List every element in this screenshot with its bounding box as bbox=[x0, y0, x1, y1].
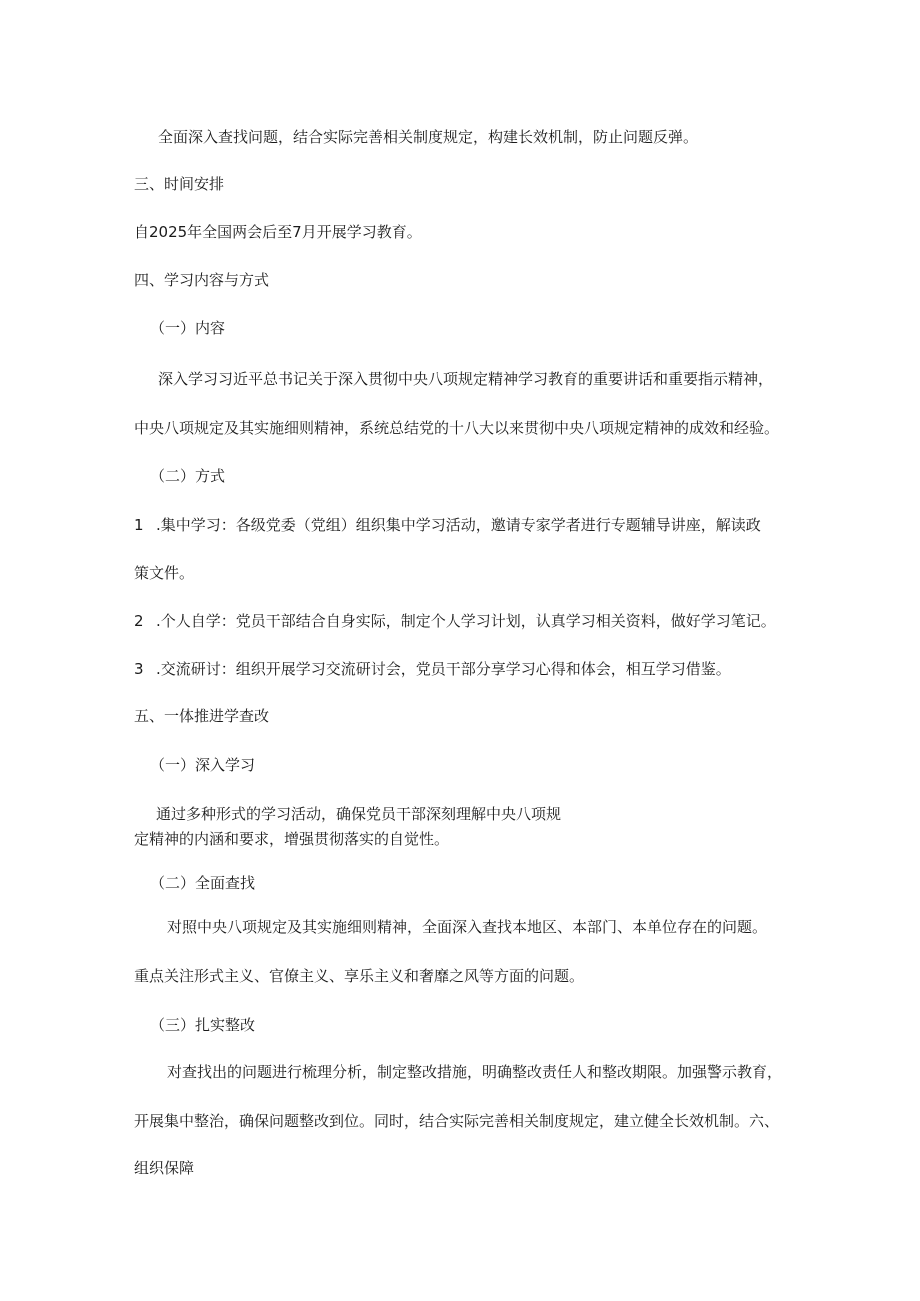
list-number: 3 bbox=[134, 660, 144, 678]
paragraph-line: 深入学习习近平总书记关于深入贯彻中央八项规定精神学习教育的重要讲话和重要指示精神， bbox=[158, 370, 774, 388]
list-item-3 bbox=[134, 659, 731, 679]
paragraph-line: 重点关注形式主义、官僚主义、享乐主义和奢靡之风等方面的问题。 bbox=[134, 967, 585, 985]
section-heading-5: 五、一体推进学查改 bbox=[134, 707, 270, 725]
paragraph-line: 通过多种形式的学习活动，确保党员干部深刻理解中央八项规 bbox=[156, 805, 562, 823]
list-item-text: .集中学习：各级党委（党组）组织集中学习活动，邀请专家学者进行专题辅导讲座，解读政 bbox=[156, 516, 761, 534]
list-number: 1 bbox=[134, 516, 144, 534]
list-item-2 bbox=[134, 611, 776, 631]
paragraph-line: 策文件。 bbox=[134, 564, 195, 582]
list-item-text: .交流研讨：组织开展学习交流研讨会，党员干部分享学习心得和体会，相互学习借鉴。 bbox=[156, 660, 731, 678]
paragraph-line: 中央八项规定及其实施细则精神，系统总结党的十八大以来贯彻中央八项规定精神的成效和经验。 bbox=[134, 419, 780, 437]
list-item-1 bbox=[134, 515, 761, 535]
section-heading-3: 三、时间安排 bbox=[134, 175, 225, 193]
paragraph-line: 全面深入查找问题，结合实际完善相关制度规定，构建长效机制，防止问题反弹。 bbox=[158, 128, 699, 146]
paragraph-line: 定精神的内涵和要求，增强贯彻落实的自觉性。 bbox=[134, 830, 450, 848]
paragraph-line: 自2025年全国两会后至7月开展学习教育。 bbox=[134, 223, 422, 241]
paragraph-line: 对照中央八项规定及其实施细则精神，全面深入查找本地区、本部门、本单位存在的问题。 bbox=[167, 918, 768, 936]
list-number: 2 bbox=[134, 612, 144, 630]
list-item-text: .个人自学：党员干部结合自身实际，制定个人学习计划，认真学习相关资料，做好学习笔记。 bbox=[156, 612, 776, 630]
subsection-heading: （一）深入学习 bbox=[150, 756, 256, 774]
paragraph-line: 开展集中整治，确保问题整改到位。同时，结合实际完善相关制度规定，建立健全长效机制。六、 bbox=[134, 1112, 780, 1130]
subsection-heading: （二）全面查找 bbox=[150, 874, 256, 892]
subsection-heading: （一）内容 bbox=[150, 319, 226, 337]
paragraph-line: 组织保障 bbox=[134, 1159, 195, 1177]
paragraph-line: 对查找出的问题进行梳理分析，制定整改措施，明确整改责任人和整改期限。加强警示教育， bbox=[167, 1063, 783, 1081]
section-heading-4: 四、学习内容与方式 bbox=[134, 271, 270, 289]
subsection-heading: （二）方式 bbox=[150, 467, 226, 485]
subsection-heading: （三）扎实整改 bbox=[150, 1016, 256, 1034]
